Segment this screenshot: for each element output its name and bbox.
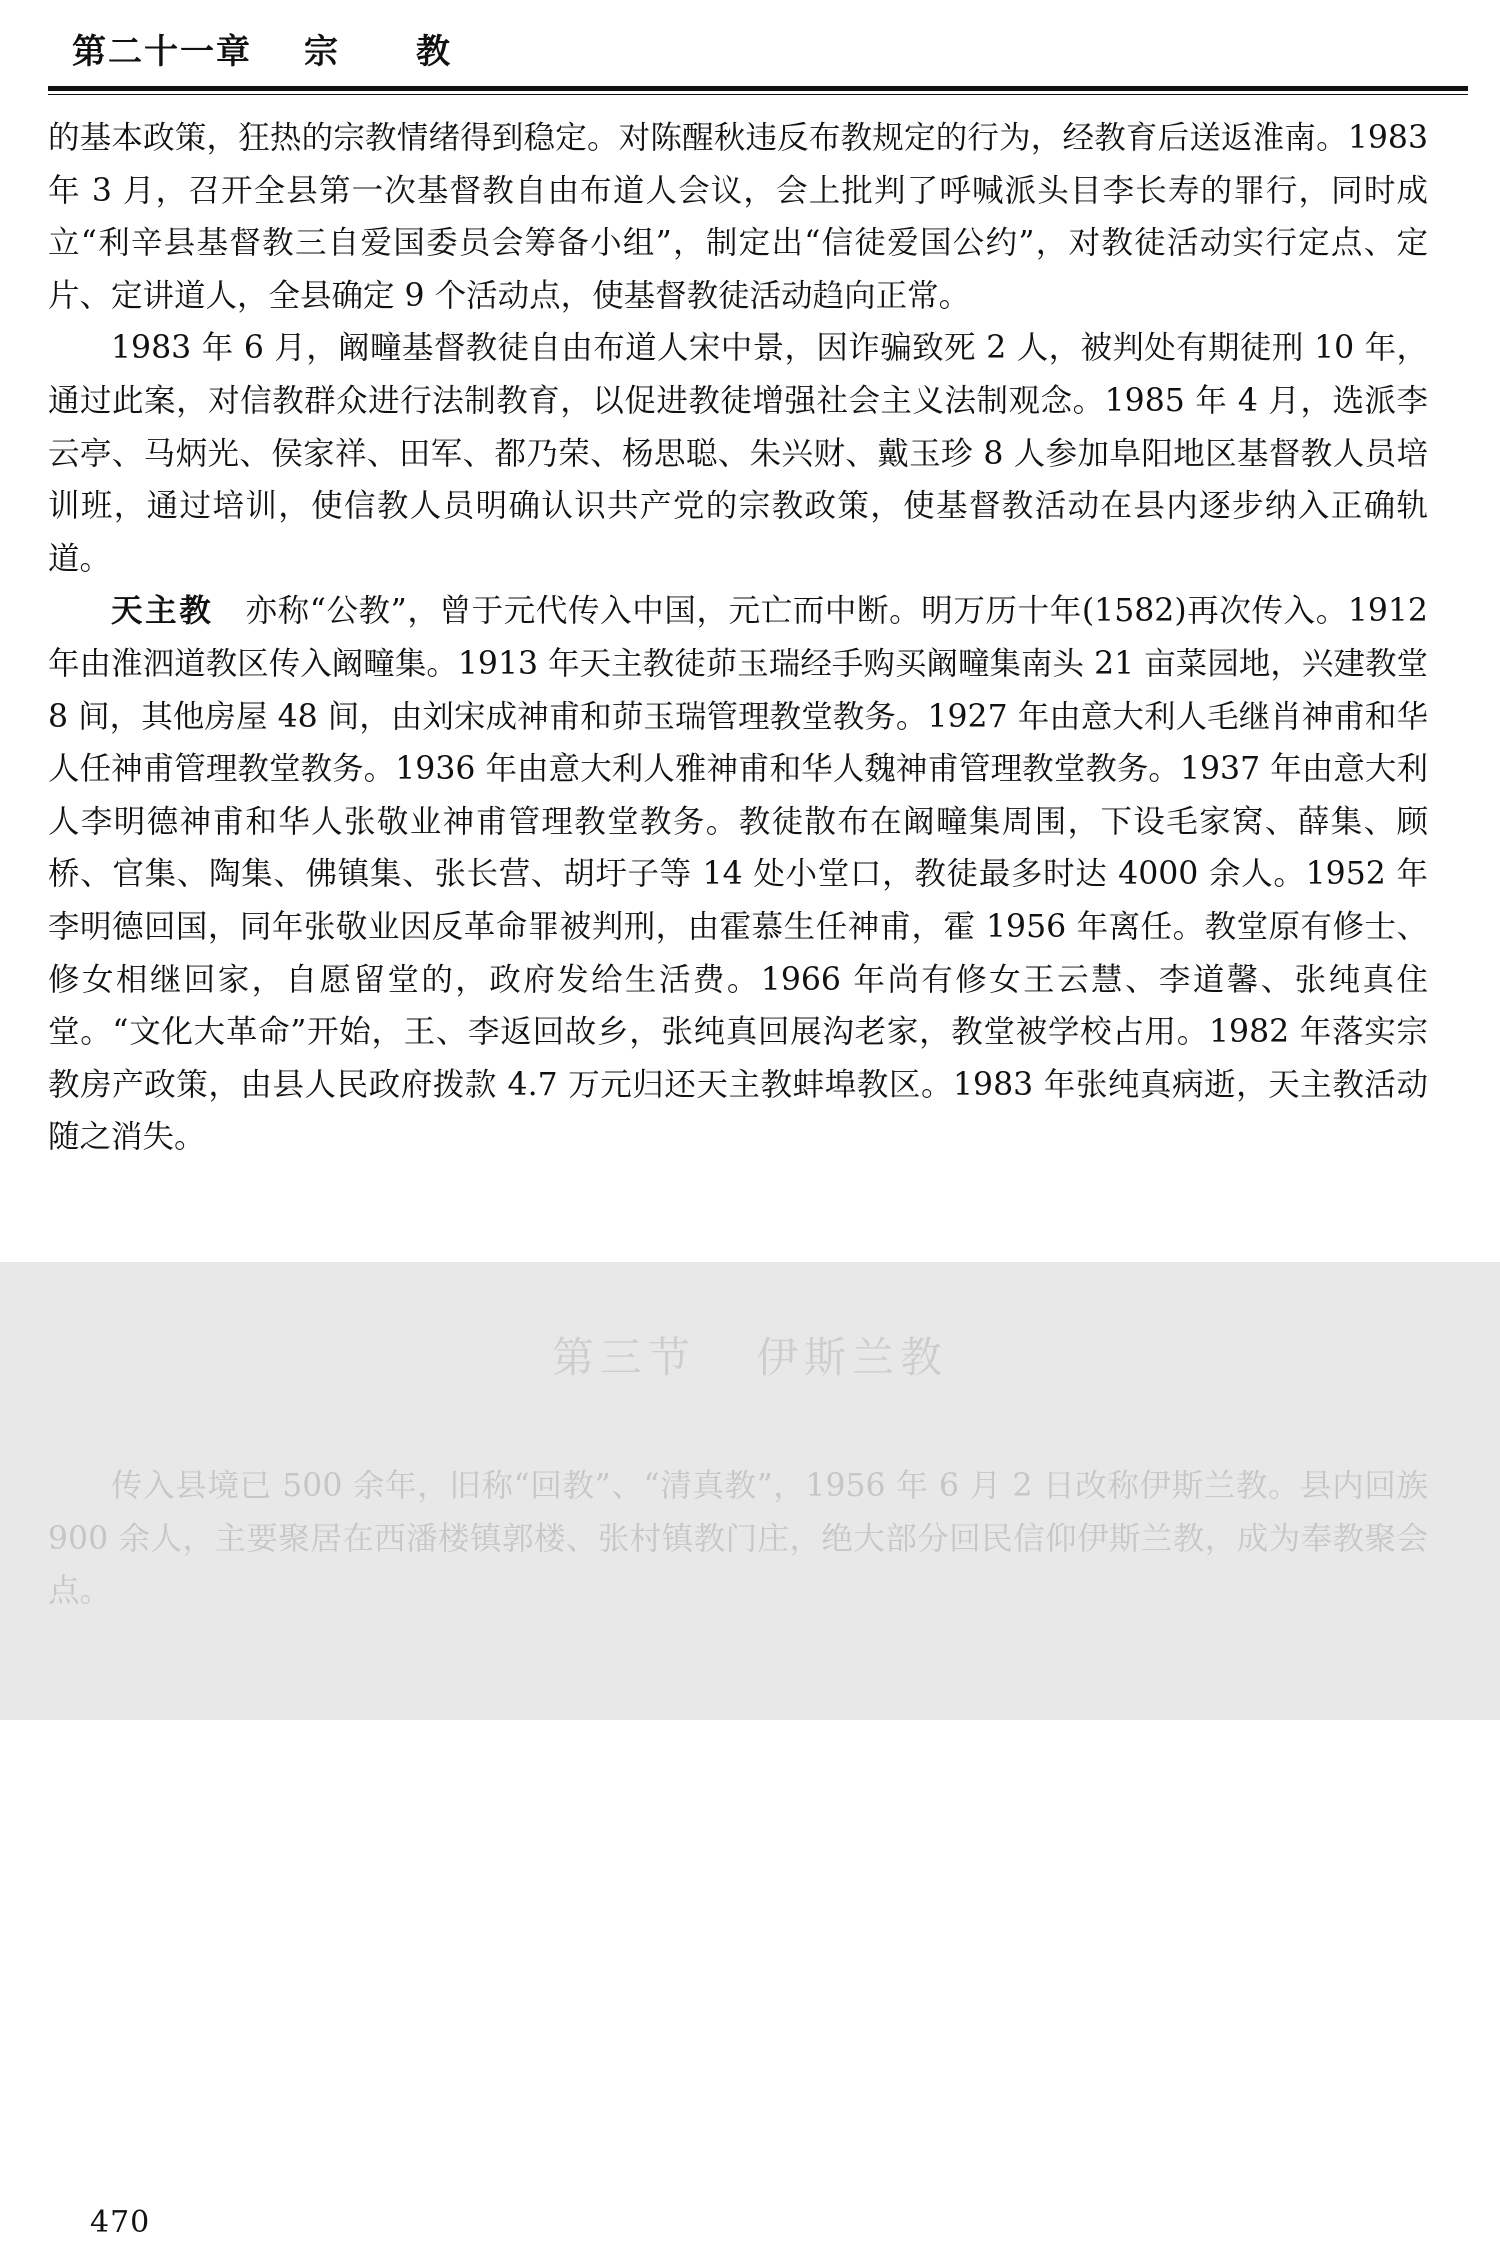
chapter-label: 第二十一章: [72, 32, 252, 72]
chapter-title-part2: 教: [416, 32, 452, 72]
paragraph-catholic: [48, 585, 1428, 1164]
section-title: 伊斯兰教: [756, 1333, 949, 1382]
section-heading: [0, 1325, 1500, 1385]
catholic-text: 亦称“公教”，曾于元代传入中国，元亡而中断。明万历十年(1582)再次传入。1912 年由淮泗道教区传入阚疃集。1913 年天主教徒茆玉瑞经手购买阚疃集南头 21 亩菜园地，兴建教堂 8 间，其他房屋 48 间，由刘宋成神甫和茆玉瑞管理教堂教务。1927 年由意大利人毛继肖神甫和华人任神甫管理教堂教务。1936 年由意大利人雅神甫和华人魏神甫管理教堂教务。1937 年由意大利人李明德神甫和华人张敬业神甫管理教堂教务。教徒散布在阚疃集周围，下设毛家窝、薛集、顾桥、官集、陶集、佛镇集、张长营、胡圩子等 14 处小堂口，教徒最多时达 4000 余人。1952 年李明德回国，同年张敬业因反革命罪被判刑，由霍慕生任神甫，霍 1956 年离任。教堂原有修士、修女相继回家，自愿留堂的，政府发给生活费。1966 年尚有修女王云慧、李道馨、张纯真住堂。“文化大革命”开始，王、李返回故乡，张纯真回展沟老家，教堂被学校占用。1982 年落实宗教房产政策，由县人民政府拨款 4.7 万元归还天主教蚌埠教区。1983 年张纯真病逝，天主教活动随之消失。: [48, 593, 1428, 1156]
section-number: 第三节: [551, 1333, 696, 1382]
page-number: 470: [90, 2205, 151, 2240]
header-rule-thin: [48, 94, 1468, 95]
section-paragraph: 传入县境已 500 余年，旧称“回教”、“清真教”，1956 年 6 月 2 日改称伊斯兰教。县内回族 900 余人，主要聚居在西潘楼镇郭楼、张村镇教门庄，绝大部分回民信仰伊斯兰教，成为奉教聚会点。: [48, 1468, 1428, 1610]
paragraph-continued: 的基本政策，狂热的宗教情绪得到稳定。对陈醒秋违反布教规定的行为，经教育后送返淮南。1983 年 3 月，召开全县第一次基督教自由布道人会议，会上批判了呼喊派头目李长寿的罪行，同时成立“利辛县基督教三自爱国委员会筹备小组”，制定出“信徒爱国公约”，对教徒活动实行定点、定片、定讲道人，全县确定 9 个活动点，使基督教徒活动趋向正常。: [48, 120, 1428, 314]
chapter-title-part1: 宗: [304, 32, 340, 72]
running-header: [72, 22, 1452, 82]
paragraph-1983: 1983 年 6 月，阚疃基督教徒自由布道人宋中景，因诈骗致死 2 人，被判处有期徒刑 10 年，通过此案，对信教群众进行法制教育，以促进教徒增强社会主义法制观念。1985 年 4 月，选派李云亭、马炳光、侯家祥、田军、都乃荣、杨思聪、朱兴财、戴玉珍 8 人参加阜阳地区基督教人员培训班，通过培训，使信教人员明确认识共产党的宗教政策，使基督教活动在县内逐步纳入正确轨道。: [48, 330, 1428, 577]
header-rule-thick: [48, 86, 1468, 91]
section-body: [48, 1460, 1428, 1618]
body-text: [48, 112, 1428, 1164]
catholic-lead-term: 天主教: [111, 592, 214, 630]
